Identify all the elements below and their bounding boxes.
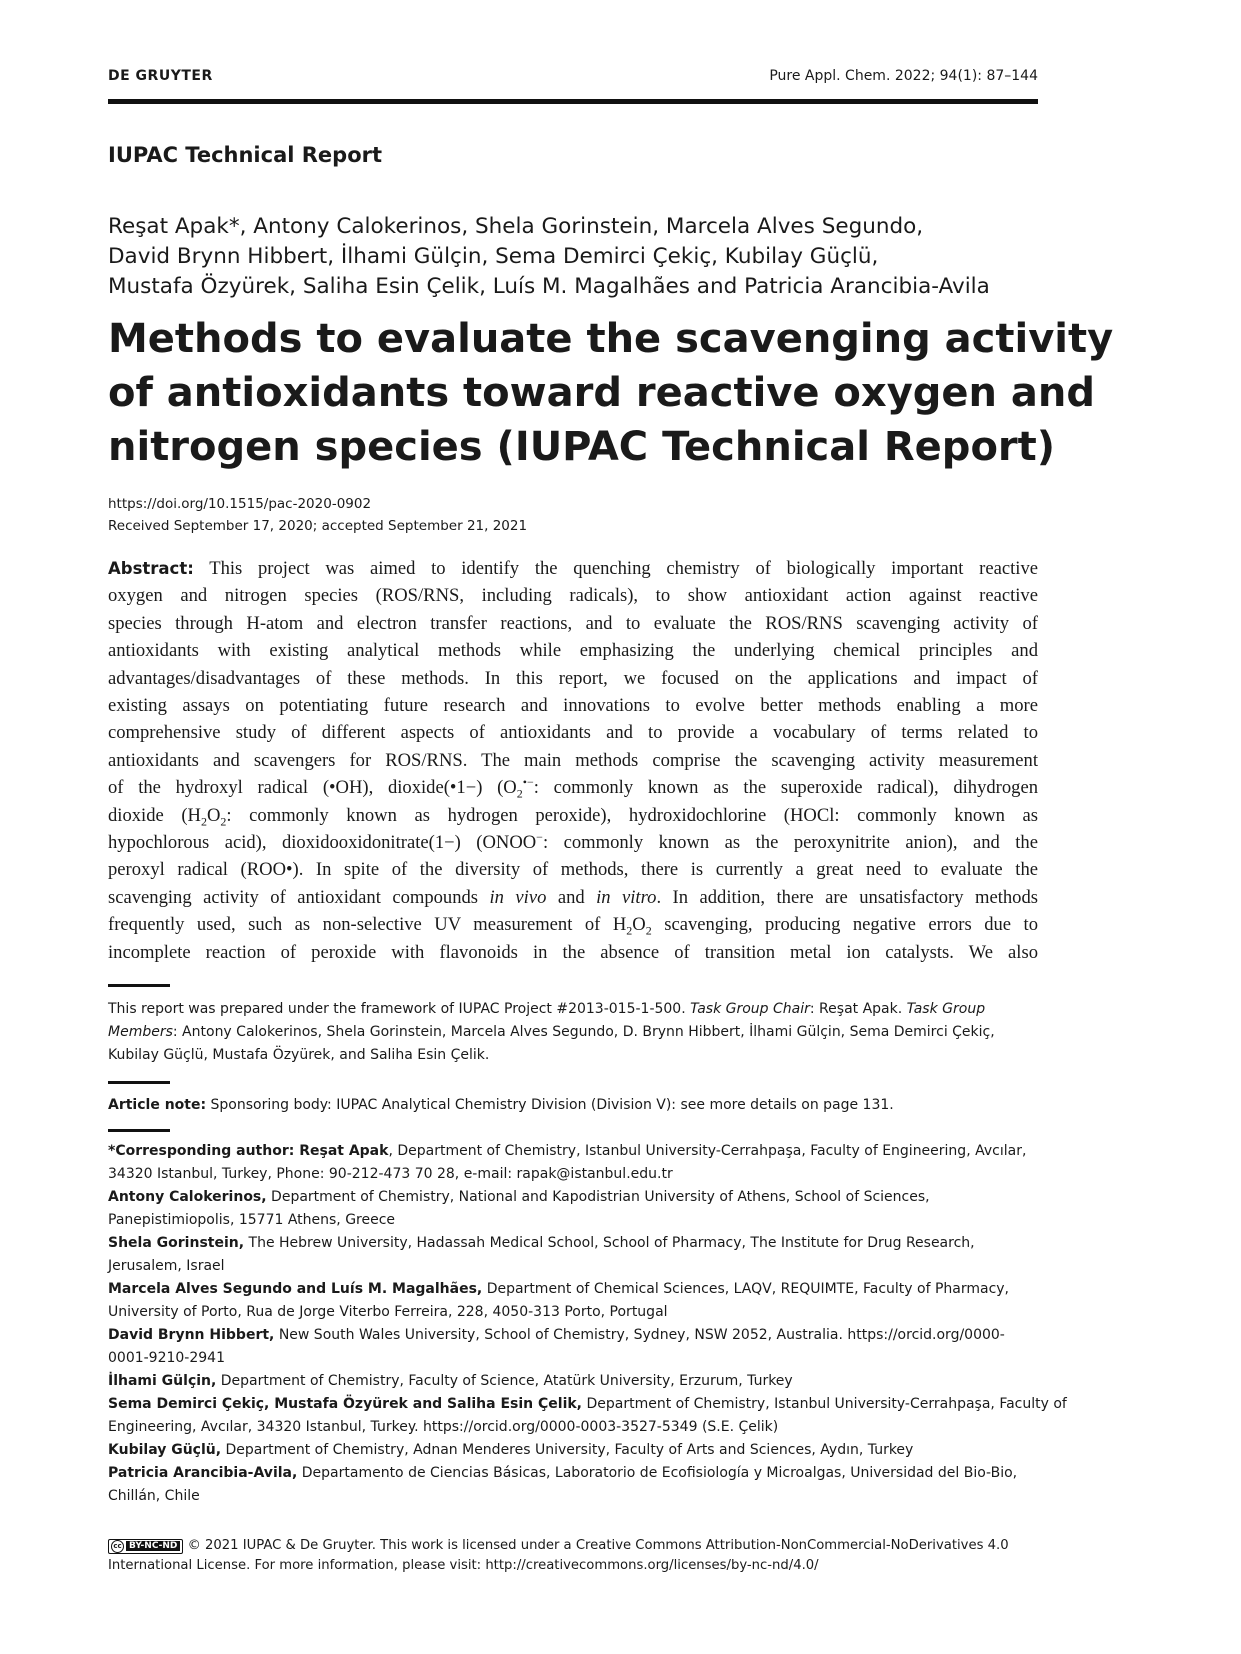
title-line: nitrogen species (IUPAC Technical Report) [108,424,1056,470]
title-line: of antioxidants toward reactive oxygen and [108,370,1096,416]
affiliation: Kubilay Güçlü, Department of Chemistry, Adnan Menderes University, Faculty of Arts and Sciences, Aydın, Turkey [108,1442,914,1458]
abstract-line: antioxidants and scavengers for ROS/RNS. The main methods comprise the scavenging activity measurement [108,749,1038,771]
abstract-line: incomplete reaction of peroxide with flavonoids in the absence of transition metal ion catalysts. We also [108,941,1038,963]
affiliation: İlhami Gülçin, Department of Chemistry, Faculty of Science, Atatürk University, Erzurum, Turkey [108,1373,793,1389]
abstract-line: frequently used, such as non-selective UV measurement of $H_2O_2$ scavenging, producing negative errors due to [108,914,1038,938]
license-link[interactable]: International License. For more information, please visit: http://creativecommons.org/licenses/by-nc-nd/4.0/ [108,1558,819,1573]
abstract-line: comprehensive study of different aspects of antioxidants and to provide a vocabulary of terms related to [108,722,1038,744]
abstract-line: existing assays on potentiating future research and innovations to evolve better methods enabling a more [108,695,1038,717]
doi-link[interactable]: https://doi.org/10.1515/pac-2020-0902 [108,496,372,512]
affiliation: *Corresponding author: Reşat Apak, Department of Chemistry, Istanbul University-Cerrahpaşa, Faculty of Engineering, Avcılar, [108,1143,1027,1159]
header-rule [108,99,1038,104]
affiliation: David Brynn Hibbert, New South Wales University, School of Chemistry, Sydney, NSW 2052, Australia. https://orcid.org/0000- [108,1327,1005,1343]
article-note: Article note: Sponsoring body: IUPAC Analytical Chemistry Division (Division V): see more details on page 131. [108,1097,894,1113]
journal-citation: Pure Appl. Chem. 2022; 94(1): 87–144 [769,68,1038,84]
report-type: IUPAC Technical Report [108,143,383,167]
abstract-line: scavenging activity of antioxidant compounds in vivo and in vitro. In addition, there are unsatisfactory methods [108,886,1038,908]
author-line: David Brynn Hibbert, İlhami Gülçin, Sema Demirci Çekiç, Kubilay Güçlü, [108,244,879,269]
abstract-line: Abstract: This project was aimed to identify the quenching chemistry of biologically important reactive [108,558,1038,579]
abstract-label: Abstract: [108,559,194,578]
publisher-name: DE GRUYTER [108,68,213,84]
affiliation: Marcela Alves Segundo and Luís M. Magalhães, Department of Chemical Sciences, LAQV, REQUIMTE, Faculty of Pharmacy, [108,1281,1010,1297]
affiliation: Sema Demirci Çekiç, Mustafa Özyürek and Saliha Esin Çelik, Department of Chemistry, Istanbul University-Cerrahpaşa, Faculty of [108,1396,1067,1412]
footnote-separator [108,1081,170,1084]
abstract-line: of the hydroxyl radical (•OH), dioxide(•1−) ($O_2^{•-}$: commonly known as the superoxide radical), dihydrogen [108,775,1038,801]
title-line: Methods to evaluate the scavenging activity [108,316,1114,362]
abstract-line: dioxide ($H_2O_2$: commonly known as hydrogen peroxide), hydroxidochlorine (HOCl: commonly known as [108,804,1038,829]
article-title [108,312,1114,474]
abstract-line: antioxidants with existing analytical methods while emphasizing the underlying chemical principles and [108,640,1038,662]
abstract [108,555,1038,966]
affiliation: Antony Calokerinos, Department of Chemistry, National and Kapodistrian University of Athens, School of Sciences, [108,1189,930,1205]
project-footnote: This report was prepared under the framework of IUPAC Project #2013-015-1-500. Task Group Chair: Reşat Apak. Task Group Members: Antony Calokerinos, Shela Gorinstein, Marcela Alves Segundo, D. Brynn Hibbert, İlhami Gülçin, Sema Demirci Çekiç, Kubilay Güçlü, Mustafa Özyürek, and Saliha Esin Çelik. [108,1001,995,1063]
abstract-line: advantages/disadvantages of these methods. In this report, we focused on the applications and impact of [108,667,1038,689]
affiliation: Shela Gorinstein, The Hebrew University, Hadassah Medical School, School of Pharmacy, The Institute for Drug Research, [108,1235,975,1251]
author-list [108,212,1038,302]
license-notice: cc BY-NC-ND © 2021 IUPAC & De Gruyter. This work is licensed under a Creative Commons Attribution-NonCommercial-NoDerivatives 4.0 International License. For more information, please visit: http://creativecommons.org/licenses/by-nc-nd/4.0/ [108,1536,1038,1576]
abstract-line: species through H-atom and electron transfer reactions, and to evaluate the ROS/RNS scavenging activity of [108,612,1038,634]
affiliation: Patricia Arancibia-Avila, Departamento de Ciencias Básicas, Laboratorio de Ecofisiología y Microalgas, Universidad del Bio-Bio, [108,1465,1018,1481]
footnote-separator [108,984,170,987]
running-header [108,66,1038,88]
footnote-separator [108,1129,170,1132]
abstract-line: hypochlorous acid), dioxidooxidonitrate(1−) (ONOO−: commonly known as the peroxynitrite anion), and the [108,829,1038,854]
abstract-line: peroxyl radical (ROO•). In spite of the diversity of methods, there is currently a great need to evaluate the [108,859,1038,881]
affiliations: *Corresponding author: Reşat Apak, Department of Chemistry, Istanbul University-Cerrahpaşa, Faculty of Engineering, Avcılar, 34320 Istanbul, Turkey, Phone: 90-212-473 70 28, e-mail: rapak@istanbul.edu.tr Antony Calokerinos, Department of Chemistry, National and Kapodistrian University of Athens, School of Sciences, Panepistimiopolis, 15771 Athens, Greece Shela Gorinstein, The Hebrew University, Hadassah Medical School, School of Pharmacy, The Institute for Drug Research, Jerusalem, Israel Marcela Alves Segundo and Luís M. Magalhães, Department of Chemical Sciences, LAQV, REQUIMTE, Faculty of Pharmacy, University of Porto, Rua de Jorge Viterbo Ferreira, 228, 4050-313 Porto, Portugal David Brynn Hibbert, New South Wales University, School of Chemistry, Sydney, NSW 2052, Australia. https://orcid.org/0000- 0001-9210-2941 İlhami Gülçin, Department of Chemistry, Faculty of Science, Atatürk University, Erzurum, Turkey Sema Demirci Çekiç, Mustafa Özyürek and Saliha Esin Çelik, Department of Chemistry, Istanbul University-Cerrahpaşa, Faculty of Engineering, Avcılar, 34320 Istanbul, Turkey. https://orcid.org/0000-0003-3527-5349 (S.E. Çelik) Kubilay Güçlü, Department of Chemistry, Adnan Menderes University, Faculty of Arts and Sciences, Aydın, Turkey Patricia Arancibia-Avila, Departamento de Ciencias Básicas, Laboratorio de Ecofisiología y Microalgas, Universidad del Bio-Bio, Chillán, Chile [108,1140,1038,1508]
abstract-line: oxygen and nitrogen species (ROS/RNS, including radicals), to show antioxidant action against reactive [108,585,1038,607]
author-line: Mustafa Özyürek, Saliha Esin Çelik, Luís M. Magalhães and Patricia Arancibia-Avila [108,274,990,299]
received-dates: Received September 17, 2020; accepted September 21, 2021 [108,518,528,534]
cc-license-icon: cc BY-NC-ND [108,1539,183,1554]
author-line: Reşat Apak*, Antony Calokerinos, Shela Gorinstein, Marcela Alves Segundo, [108,214,924,239]
